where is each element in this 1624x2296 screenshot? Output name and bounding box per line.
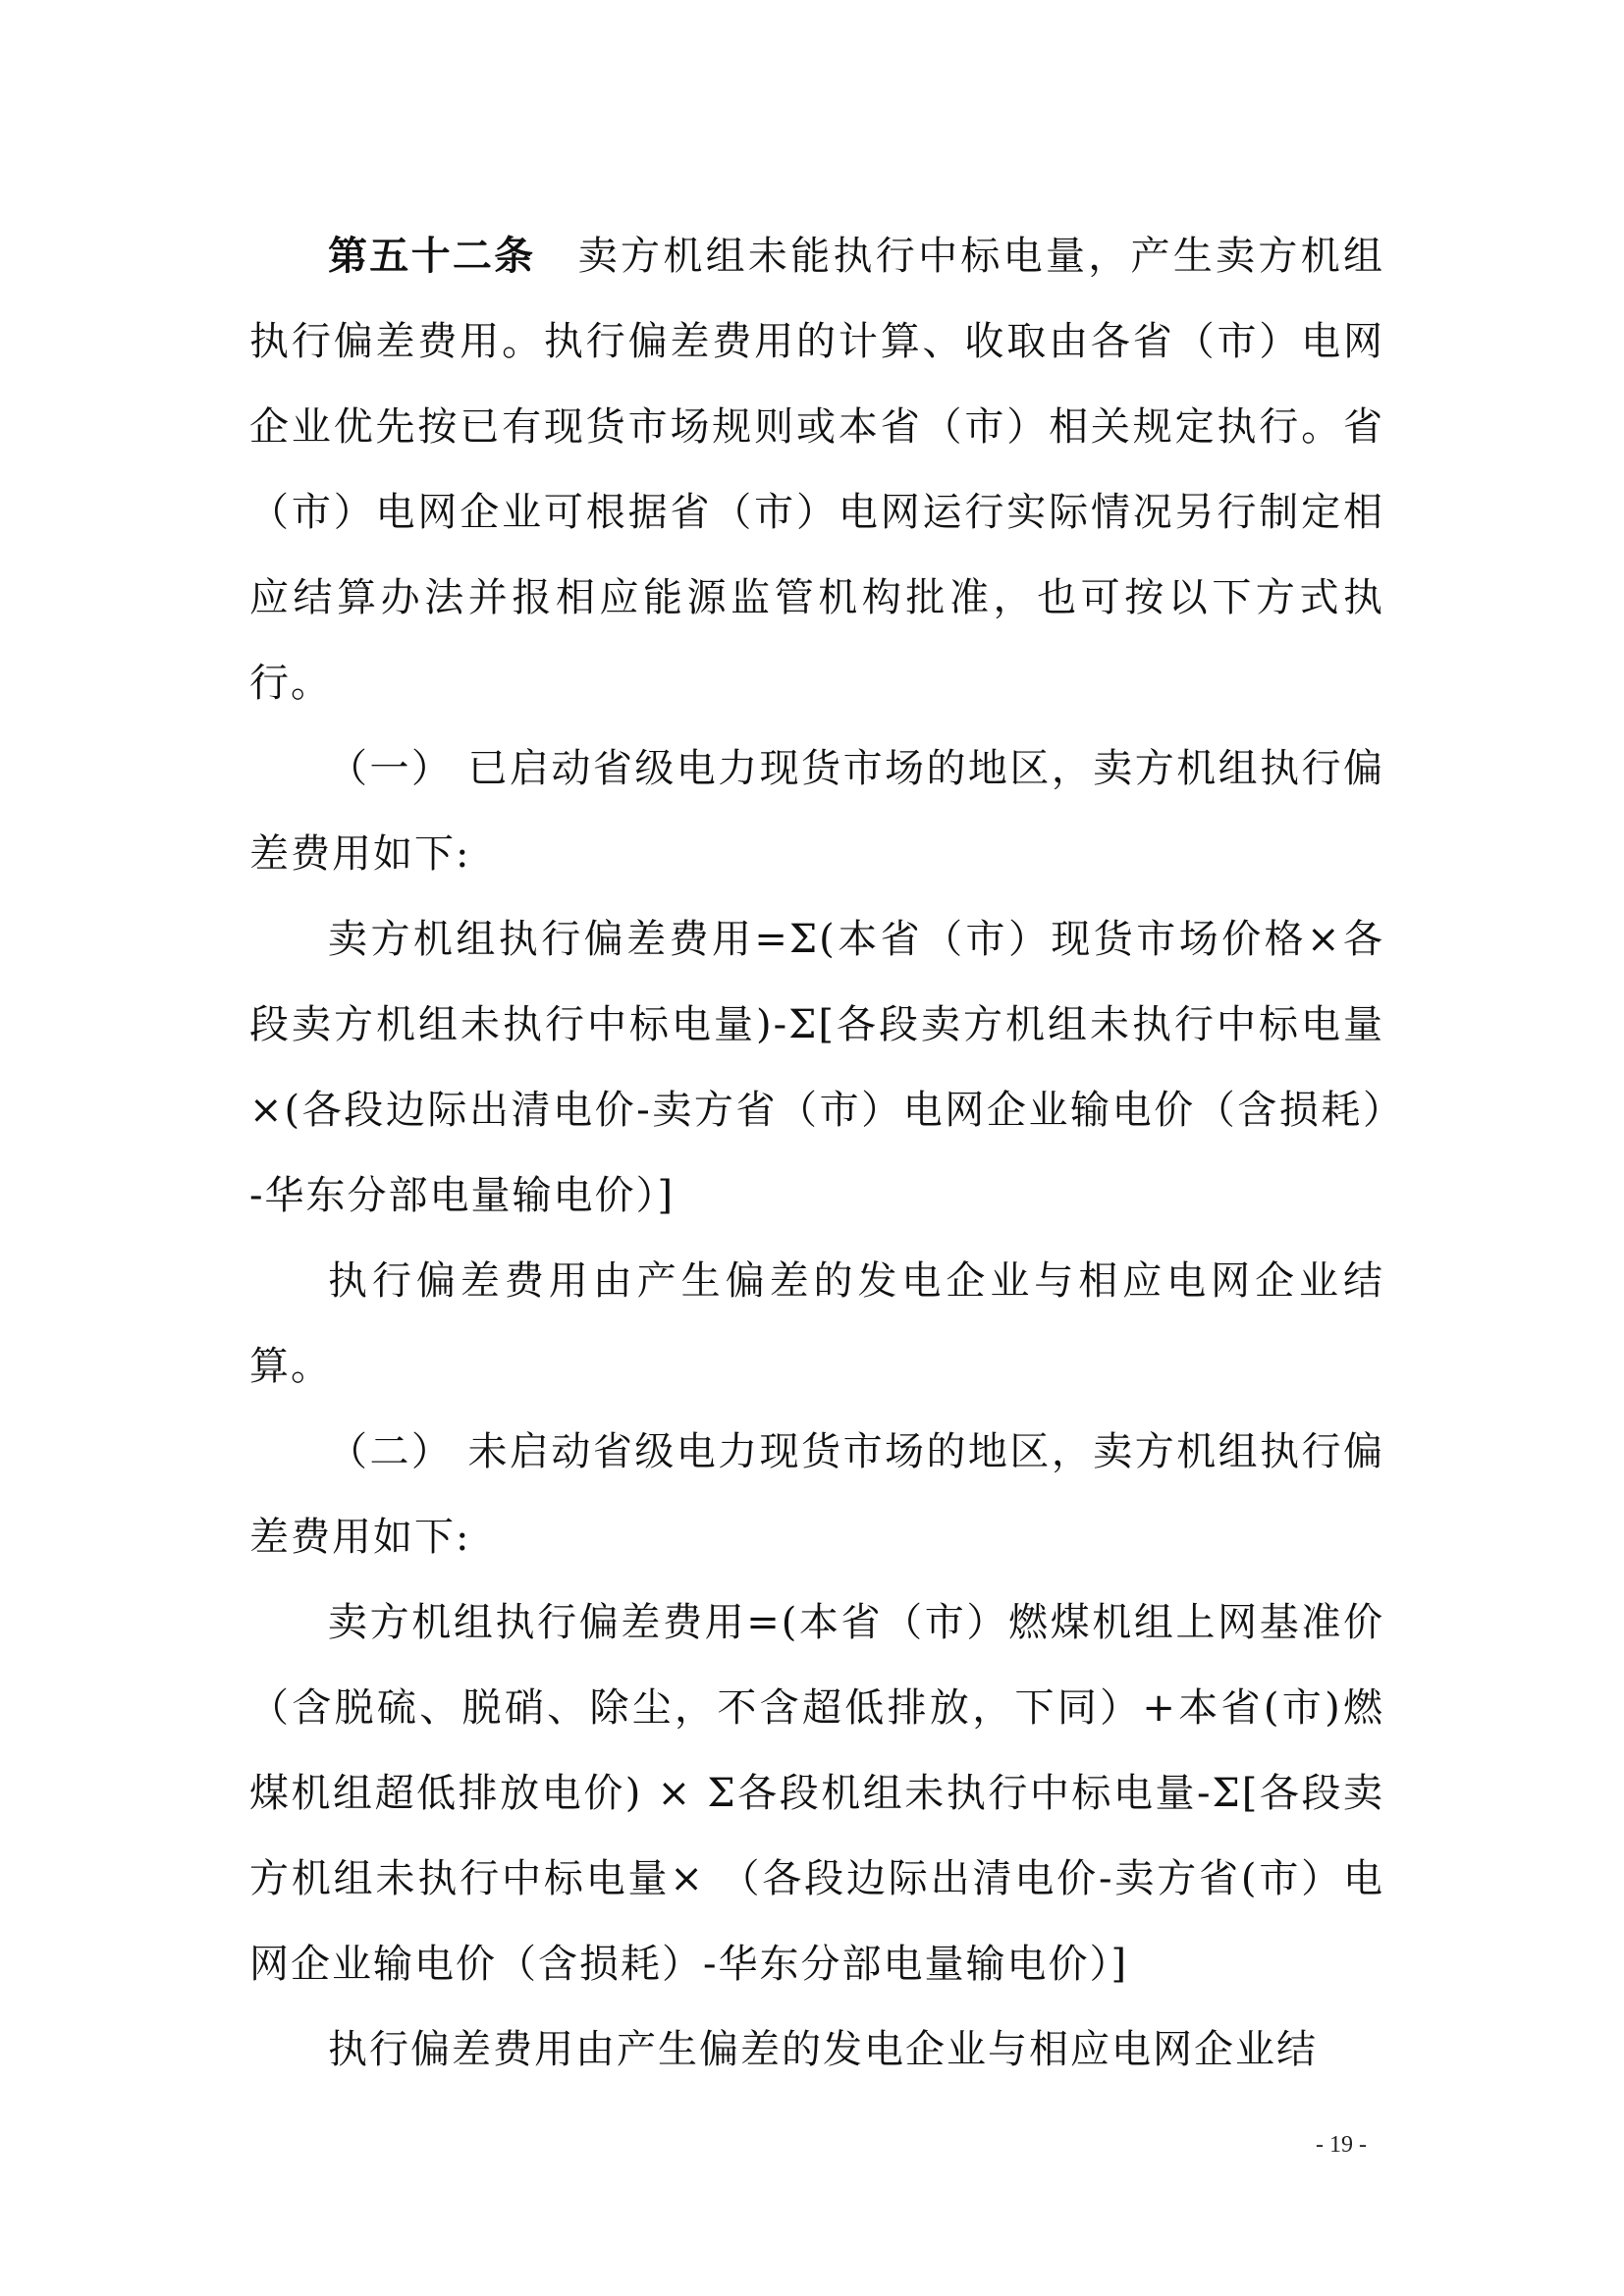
section-1-heading: （一） 已启动省级电力现货市场的地区，卖方机组执行偏差费用如下: [249, 746, 1384, 877]
section-2-settlement: 执行偏差费用由产生偏差的发电企业与相应电网企业结 [328, 2027, 1318, 2072]
article-spacer [535, 234, 577, 279]
section-2-heading: （二） 未启动省级电力现货市场的地区，卖方机组执行偏差费用如下: [249, 1429, 1384, 1560]
page-number: - 19 - [1316, 2132, 1367, 2158]
section-2-formula: 卖方机组执行偏差费用=(本省（市）燃煤机组上网基准价（含脱硫、脱硝、除尘，不含超低排放，下同）+本省(市)燃煤机组超低排放电价) × Σ各段机组未执行中标电量-Σ[各段卖方机组未执行中标电量× （各段边际出清电价-卖方省(市）电网企业输电价（含损耗）-华东分部电量输电价）] [249, 1600, 1384, 1987]
article-number: 第五十二条 [328, 234, 536, 279]
article-lead-text: 卖方机组未能执行中标电量，产生卖方机组执行偏差费用。执行偏差费用的计算、收取由各省（市）电网企业优先按已有现货市场规则或本省（市）相关规定执行。省（市）电网企业可根据省（市）电网运行实际情况另行制定相应结算办法并报相应能源监管机构批准，也可按以下方式执行。 [249, 234, 1385, 706]
article-paragraph [249, 214, 1384, 726]
section-1-formula: 卖方机组执行偏差费用=Σ(本省（市）现货市场价格×各段卖方机组未执行中标电量)-Σ[各段卖方机组未执行中标电量×(各段边际出清电价-卖方省（市）电网企业输电价（含损耗）-华东分部电量输电价）] [249, 917, 1384, 1218]
document-body [249, 214, 1384, 2093]
section-1-settlement: 执行偏差费用由产生偏差的发电企业与相应电网企业结算。 [249, 1258, 1384, 1389]
